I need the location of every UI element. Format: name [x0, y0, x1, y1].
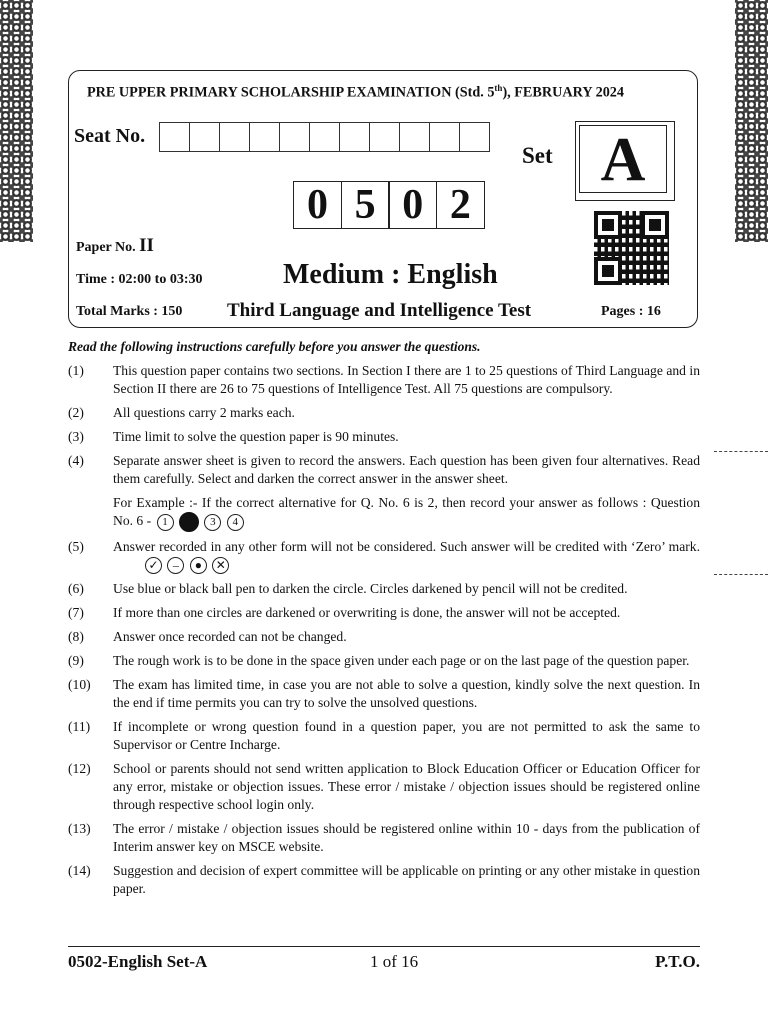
footer-divider [68, 946, 700, 947]
option-circle: 3 [204, 514, 221, 531]
qr-finder [641, 211, 669, 239]
item-number: (2) [68, 405, 84, 420]
paper-number [76, 235, 154, 257]
item-number: (11) [68, 719, 91, 735]
item-text: Answer once recorded can not be changed. [113, 629, 347, 645]
option-circle: 1 [157, 514, 174, 531]
seat-no-box[interactable] [189, 122, 220, 152]
seat-no-box[interactable] [399, 122, 430, 152]
set-label: Set [522, 143, 553, 168]
item-text: Use blue or black ball pen to darken the circle. Circles darkened by pencil will not be credited. [113, 581, 628, 597]
cut-line-mark [714, 451, 768, 452]
exam-title [87, 83, 681, 102]
item-text: If more than one circles are darkened or overwriting is done, the answer will not be accepted. [113, 605, 621, 621]
list-item [68, 538, 700, 574]
footer-paper-code: 0502-English Set-A [68, 952, 208, 971]
qr-finder [594, 257, 622, 285]
list-item [68, 820, 700, 856]
paper-number-label: Paper No. [76, 240, 140, 255]
list-item [68, 676, 700, 712]
list-item [68, 362, 700, 398]
list-item [68, 428, 700, 446]
seat-no-box[interactable] [309, 122, 340, 152]
wrong-marks-examples [143, 557, 229, 572]
seat-no-box[interactable] [159, 122, 190, 152]
exam-time: Time : 02:00 to 03:30 [76, 272, 203, 287]
footer-page-number: 1 of 16 [370, 952, 419, 971]
exam-title-sup: th [494, 83, 503, 93]
list-item [68, 862, 700, 898]
option-circle-filled [179, 512, 199, 532]
item-number: (3) [68, 429, 84, 444]
seat-no-box[interactable] [249, 122, 280, 152]
medium-label: Medium : English [283, 259, 498, 290]
item-text: All questions carry 2 marks each. [113, 405, 295, 420]
item-text: School or parents should not send written application to Block Education Officer or Education Officer for any error, mistake or objection issues. These error / mistake / objection issues should be registered online through respective school login only. [113, 761, 700, 813]
item-number: (1) [68, 363, 84, 378]
qr-finder [594, 211, 622, 239]
list-item [68, 760, 700, 814]
seat-no-box[interactable] [459, 122, 490, 152]
total-marks: Total Marks : 150 [76, 304, 183, 319]
list-item [68, 718, 700, 754]
tick-circle-icon: ✓ [145, 557, 162, 574]
exam-title-date: ), FEBRUARY 2024 [502, 84, 624, 101]
item-text: If incomplete or wrong question found in a question paper, you are not permitted to ask the same to Supervisor or Centre Incharge. [113, 719, 700, 753]
paper-number-value: II [139, 235, 154, 256]
code-digit: 0 [388, 181, 437, 229]
item-number: (13) [68, 821, 91, 837]
list-item [68, 652, 700, 670]
item-number: (10) [68, 677, 91, 693]
seat-no-box[interactable] [429, 122, 460, 152]
set-value: A [579, 125, 667, 193]
list-item [68, 628, 700, 646]
cut-line-mark [714, 574, 768, 575]
option-circle: 4 [227, 514, 244, 531]
list-item [68, 604, 700, 622]
instructions-heading: Read the following instructions carefully before you answer the questions. [68, 339, 481, 354]
seat-no-box[interactable] [279, 122, 310, 152]
struck-circle-icon: – [167, 557, 184, 574]
seat-no-box[interactable] [369, 122, 400, 152]
item-text: The exam has limited time, in case you are not able to solve a question, kindly solve the next question. In the end if time permits you can try to solve the unsolved questions. [113, 677, 700, 711]
item-text: Suggestion and decision of expert committee will be applicable on printing or any other mistake in question paper. [113, 863, 700, 897]
decorative-border-left [0, 0, 33, 242]
subject-title: Third Language and Intelligence Test [227, 300, 532, 321]
seat-no-boxes[interactable] [159, 122, 489, 152]
list-item [68, 404, 700, 422]
list-item [68, 452, 700, 532]
example-text: For Example :- If the correct alternative for Q. No. 6 is 2, then record your answer as follows : Question No. 6 - [113, 495, 700, 529]
code-digit: 5 [341, 181, 390, 229]
dot-circle-icon: ● [190, 557, 207, 574]
item-text: Time limit to solve the question paper is 90 minutes. [113, 429, 399, 444]
item-number: (14) [68, 863, 91, 879]
code-digit: 2 [436, 181, 485, 229]
item-number: (8) [68, 629, 84, 645]
seat-no-box[interactable] [219, 122, 250, 152]
seat-no-box[interactable] [339, 122, 370, 152]
seat-no-label: Seat No. [74, 125, 146, 147]
list-item [68, 580, 700, 598]
item-text: The rough work is to be done in the space given under each page or on the last page of the question paper. [113, 653, 690, 669]
item-number: (6) [68, 581, 84, 597]
cross-circle-icon: ✕ [212, 557, 229, 574]
paper-code-boxes [293, 181, 483, 229]
qr-code-icon [594, 211, 669, 285]
item-number: (5) [68, 539, 84, 554]
page-count: Pages : 16 [601, 304, 661, 319]
example-line [113, 494, 700, 532]
item-text: This question paper contains two sections. In Section I there are 1 to 25 questions of Third Language and in Section II there are 26 to 75 questions of Intelligence Test. All 75 questions are compulsory. [113, 363, 700, 396]
code-digit: 0 [293, 181, 342, 229]
item-text: The error / mistake / objection issues should be registered online within 10 - days from the publication of Interim answer key on MSCE website. [113, 821, 700, 855]
set-box [575, 121, 675, 201]
item-number: (4) [68, 453, 84, 468]
item-text: Separate answer sheet is given to record the answers. Each question has been given four alternatives. Read them carefully. Select and darken the correct answer in the answer sheet. [113, 453, 700, 486]
exam-title-text: PRE UPPER PRIMARY SCHOLARSHIP EXAMINATION (Std. 5 [87, 84, 495, 101]
decorative-border-right [735, 0, 768, 242]
footer-pto: P.T.O. [655, 952, 700, 971]
item-number: (9) [68, 653, 84, 669]
exam-header-box [68, 70, 698, 328]
instructions-list [68, 362, 700, 904]
item-number: (12) [68, 761, 91, 777]
item-number: (7) [68, 605, 84, 621]
item-text: Answer recorded in any other form will not be considered. Such answer will be credited with ‘Zero’ mark. [113, 539, 700, 554]
